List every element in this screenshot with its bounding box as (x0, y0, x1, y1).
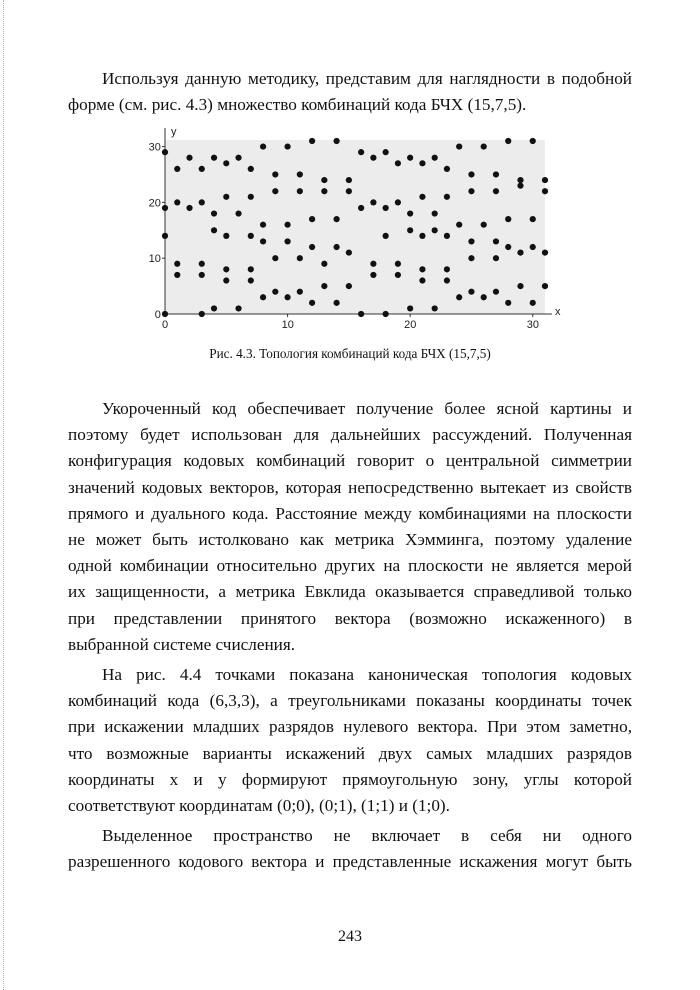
data-point (542, 177, 548, 183)
paragraph-line: значений кодовых векторов, которая непосредственно вытекает из свойств (68, 477, 632, 497)
data-point (456, 222, 462, 228)
data-point (493, 238, 499, 244)
scatter-chart (148, 126, 568, 328)
data-point (334, 244, 340, 250)
data-point (370, 155, 376, 161)
data-point (517, 250, 523, 256)
data-point (199, 311, 205, 317)
data-point (444, 194, 450, 200)
data-point (223, 194, 229, 200)
data-point (530, 244, 536, 250)
data-point (272, 171, 278, 177)
scatter-figure (148, 126, 568, 328)
plot-area (165, 140, 545, 314)
intro-paragraph (68, 66, 632, 118)
data-point (432, 305, 438, 311)
data-point (174, 199, 180, 205)
data-point (432, 155, 438, 161)
paragraph-line: при искажении младших разрядов нулевого вектора. При этом заметно, (68, 717, 632, 737)
data-point (297, 255, 303, 261)
data-point (260, 143, 266, 149)
data-point (468, 188, 474, 194)
paragraph-3 (68, 823, 632, 875)
paragraph-2 (68, 662, 632, 819)
data-point (542, 188, 548, 194)
data-point (284, 294, 290, 300)
data-point (272, 188, 278, 194)
data-point (419, 194, 425, 200)
data-point (211, 210, 217, 216)
x-tick-label: 0 (162, 319, 169, 328)
data-point (370, 261, 376, 267)
data-point (284, 238, 290, 244)
data-point (309, 138, 315, 144)
data-point (395, 160, 401, 166)
paragraph-1 (68, 396, 632, 658)
paragraph-line: одной комбинации относительно других на плоскости не является мерой (68, 556, 632, 576)
data-point (223, 160, 229, 166)
data-point (248, 166, 254, 172)
data-point (260, 294, 266, 300)
y-tick-label: 30 (148, 141, 161, 154)
data-point (248, 277, 254, 283)
paragraph-line: соответствуют координатам (0;0), (0;1), (1;1) и (1;0). (68, 796, 450, 816)
data-point (407, 227, 413, 233)
data-point (321, 177, 327, 183)
data-point (309, 300, 315, 306)
data-point (432, 210, 438, 216)
y-tick-label: 20 (148, 197, 161, 210)
data-point (468, 255, 474, 261)
data-point (199, 166, 205, 172)
data-point (260, 222, 266, 228)
x-tick-label: 20 (404, 319, 417, 328)
data-point (248, 266, 254, 272)
data-point (395, 199, 401, 205)
data-point (395, 261, 401, 267)
data-point (248, 233, 254, 239)
data-point (186, 205, 192, 211)
data-point (419, 160, 425, 166)
data-point (481, 294, 487, 300)
data-point (297, 289, 303, 295)
data-point (370, 272, 376, 278)
paragraph-line: не может быть истолковано как метрика Хэмминга, поэтому удаление (68, 530, 632, 550)
data-point (383, 311, 389, 317)
data-point (174, 272, 180, 278)
data-point (186, 155, 192, 161)
data-point (407, 210, 413, 216)
data-point (223, 266, 229, 272)
data-point (481, 143, 487, 149)
x-tick-label: 10 (281, 319, 294, 328)
paragraph-line: при представлении принятого вектора (возможно искаженного) в (68, 608, 632, 628)
data-point (334, 216, 340, 222)
data-point (493, 188, 499, 194)
data-point (284, 222, 290, 228)
data-point (505, 138, 511, 144)
paragraph-line: конфигурация кодовых комбинаций говорит о центральной симметрии (68, 451, 632, 471)
data-point (297, 171, 303, 177)
data-point (162, 311, 168, 317)
data-point (530, 138, 536, 144)
data-point (383, 149, 389, 155)
data-point (272, 289, 278, 295)
data-point (235, 210, 241, 216)
data-point (419, 277, 425, 283)
data-point (517, 177, 523, 183)
data-point (505, 216, 511, 222)
data-point (309, 244, 315, 250)
data-point (321, 188, 327, 194)
data-point (370, 199, 376, 205)
figure-caption: Рис. 4.3. Топология комбинаций кода БЧХ (15,7,5) (209, 346, 491, 361)
data-point (174, 261, 180, 267)
intro-line: форме (см. рис. 4.3) множество комбинаций кода БЧХ (15,7,5). (68, 95, 527, 115)
paragraph-line: Выделенное пространство не включает в себя ни одного (102, 826, 632, 845)
data-point (542, 283, 548, 289)
data-point (162, 205, 168, 211)
page-edge (3, 0, 4, 990)
data-point (235, 305, 241, 311)
data-point (517, 183, 523, 189)
data-point (530, 216, 536, 222)
data-point (530, 300, 536, 306)
data-point (444, 266, 450, 272)
data-point (235, 155, 241, 161)
data-point (505, 300, 511, 306)
paragraph-line: выбранной системе счисления. (68, 634, 296, 654)
data-point (468, 289, 474, 295)
data-point (444, 277, 450, 283)
paragraph-line: их защищенности, а метрика Евклида оказывается справедливой только (68, 582, 632, 602)
data-point (223, 233, 229, 239)
data-point (407, 155, 413, 161)
data-point (358, 149, 364, 155)
data-point (162, 149, 168, 155)
paragraph-line: что возможные варианты искажений двух самых младших разрядов (68, 743, 632, 763)
data-point (419, 233, 425, 239)
data-point (444, 166, 450, 172)
data-point (199, 261, 205, 267)
data-point (517, 283, 523, 289)
data-point (162, 233, 168, 239)
data-point (297, 188, 303, 194)
data-point (468, 238, 474, 244)
x-axis-label: x (555, 306, 561, 318)
data-point (174, 166, 180, 172)
data-point (211, 305, 217, 311)
data-point (542, 250, 548, 256)
data-point (456, 143, 462, 149)
data-point (309, 216, 315, 222)
data-point (223, 277, 229, 283)
data-point (395, 272, 401, 278)
data-point (419, 266, 425, 272)
data-point (334, 300, 340, 306)
data-point (334, 138, 340, 144)
paragraph-line: Укороченный код обеспечивает получение более ясной картины и (102, 399, 632, 418)
data-point (444, 233, 450, 239)
data-point (346, 188, 352, 194)
paragraph-line: комбинаций кода (6,3,3), а треугольниками показаны координаты точек (68, 691, 632, 711)
y-tick-label: 0 (154, 309, 161, 321)
data-point (248, 194, 254, 200)
data-point (481, 222, 487, 228)
data-point (456, 294, 462, 300)
data-point (493, 289, 499, 295)
paragraph-line: поэтому будет использован для дальнейших рассуждений. Полученная (68, 425, 632, 445)
data-point (321, 261, 327, 267)
data-point (383, 233, 389, 239)
data-point (260, 238, 266, 244)
data-point (346, 283, 352, 289)
data-point (493, 255, 499, 261)
paragraph-line: координаты x и y формируют прямоугольную зону, углы которой (68, 769, 632, 789)
data-point (199, 199, 205, 205)
x-tick-label: 30 (526, 319, 539, 328)
data-point (346, 250, 352, 256)
paragraph-line: прямого и дуального кода. Расстояние между комбинациями на плоскости (68, 503, 632, 523)
data-point (211, 155, 217, 161)
paragraph-line: разрешенного кодового вектора и представленные искажения могут быть (68, 852, 632, 872)
data-point (272, 255, 278, 261)
page-number: 243 (338, 928, 362, 945)
data-point (346, 177, 352, 183)
data-point (321, 283, 327, 289)
data-point (493, 171, 499, 177)
data-point (358, 311, 364, 317)
data-point (468, 171, 474, 177)
y-axis-label: y (171, 126, 177, 138)
y-tick-label: 10 (148, 253, 161, 266)
data-point (211, 227, 217, 233)
data-point (505, 244, 511, 250)
data-point (407, 305, 413, 311)
data-point (383, 205, 389, 211)
paragraph-line: На рис. 4.4 точками показана каноническая топология кодовых (102, 665, 632, 684)
data-point (358, 205, 364, 211)
data-point (199, 272, 205, 278)
data-point (432, 227, 438, 233)
intro-line: Используя данную методику, представим для наглядности в подобной (102, 69, 632, 88)
data-point (284, 143, 290, 149)
